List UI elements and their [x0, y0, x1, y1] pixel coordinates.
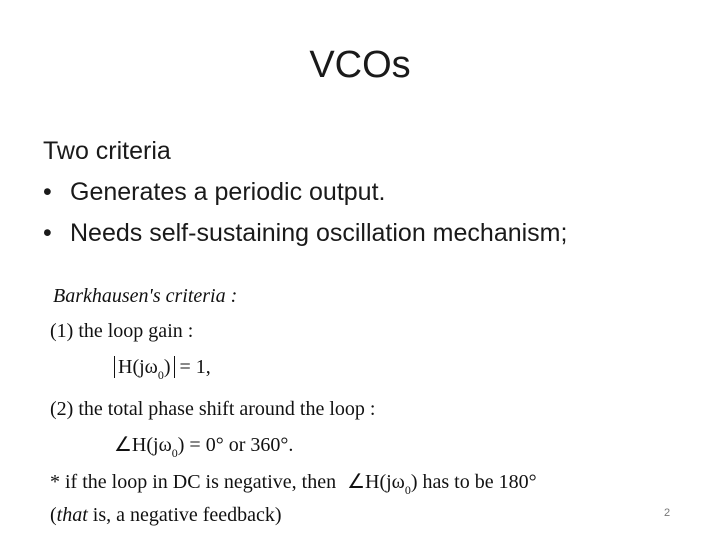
intro-line: Two criteria — [43, 137, 171, 165]
dc-note — [50, 469, 537, 497]
bullet-marker: • — [43, 219, 52, 247]
note-italic: that — [56, 504, 88, 526]
omega-subscript: 0 — [157, 368, 164, 382]
phase-angle: ∠H(jω — [114, 434, 172, 456]
note-rest: is, a negative feedback) — [87, 504, 282, 526]
dc-note-result: ) has to be 180° — [410, 471, 537, 493]
negative-feedback-note — [50, 504, 282, 527]
slide-body — [43, 131, 703, 254]
dc-note-phase: ∠H(jω — [347, 471, 405, 493]
bullet-item — [43, 213, 703, 254]
phase-equation — [114, 432, 294, 460]
note-open-paren: ( — [50, 504, 57, 526]
magnitude-bars — [114, 356, 175, 382]
slide-title: VCOs — [309, 44, 411, 86]
bullet-text: Needs self-sustaining oscillation mechanism; — [70, 219, 568, 247]
omega-subscript: 0 — [171, 446, 178, 460]
criterion-2-label: (2) the total phase shift around the loop : — [50, 398, 376, 420]
criteria-heading: Barkhausen's criteria : — [53, 285, 238, 307]
criterion-1-label: (1) the loop gain : — [50, 320, 194, 342]
omega-subscript: 0 — [404, 483, 411, 497]
loop-gain-value: = 1, — [179, 356, 211, 378]
transfer-function: H(jω — [118, 356, 158, 378]
loop-gain-equation — [114, 356, 211, 382]
phase-values: ) = 0° or 360°. — [177, 434, 294, 456]
bullet-text: Generates a periodic output. — [70, 178, 386, 206]
close-paren: ) — [163, 356, 171, 378]
bullet-item — [43, 172, 703, 213]
page-number: 2 — [664, 507, 671, 519]
dc-note-text: * if the loop in DC is negative, then — [50, 471, 337, 493]
bullet-marker: • — [43, 178, 52, 206]
